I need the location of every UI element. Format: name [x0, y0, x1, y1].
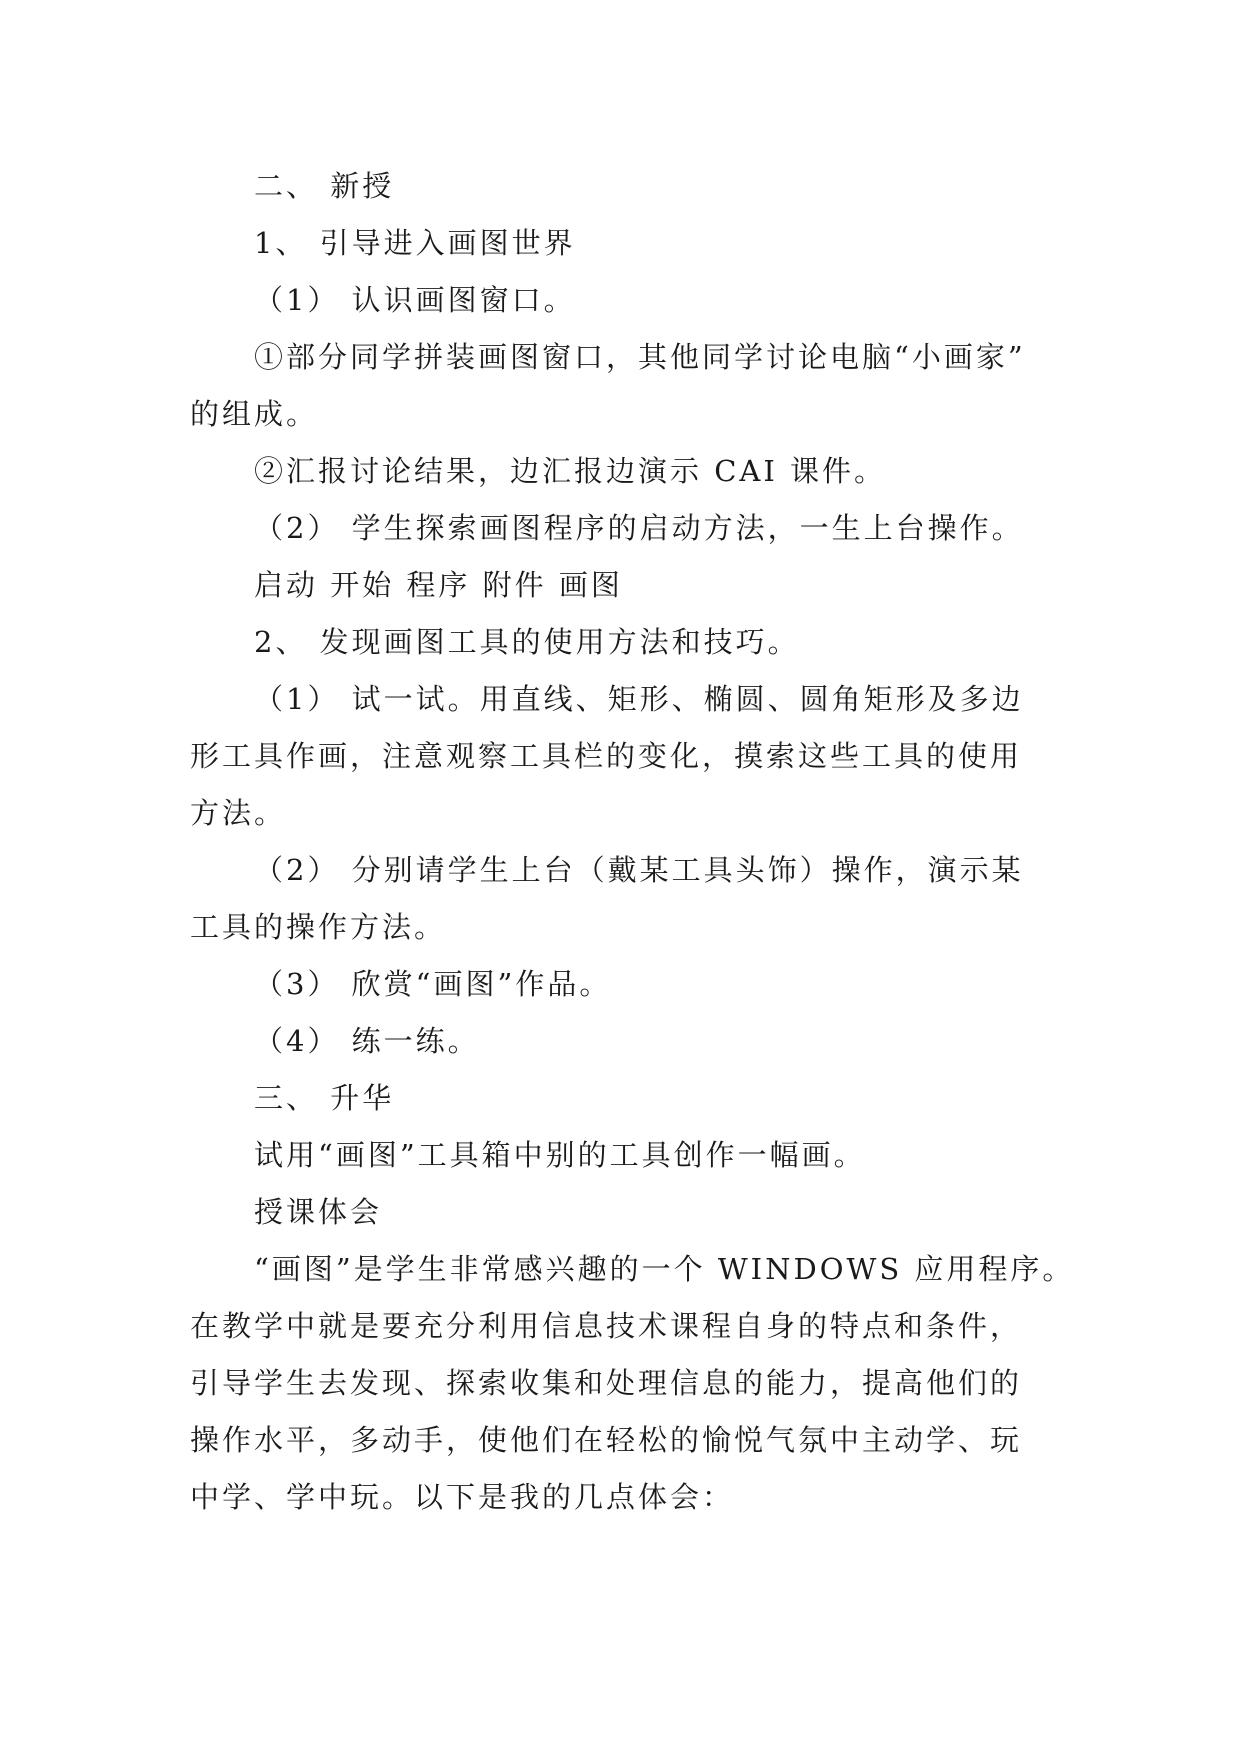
- subsection-heading-tools: 2、 发现画图工具的使用方法和技巧。: [254, 625, 800, 659]
- paragraph-line: 工具的操作方法。: [190, 910, 447, 944]
- subsection-heading-drawing-world: 1、 引导进入画图世界: [254, 226, 576, 260]
- item-launch-method: （2） 学生探索画图程序的启动方法，一生上台操作。: [254, 511, 1024, 545]
- paragraph-line: ①部分同学拼装画图窗口，其他同学讨论电脑“小画家”: [254, 340, 1026, 374]
- section-heading-new-lesson: 二、 新授: [254, 169, 395, 203]
- section-heading-sublimation: 三、 升华: [254, 1081, 395, 1115]
- paragraph-line: ②汇报讨论结果，边汇报边演示 CAI 课件。: [254, 454, 887, 488]
- paragraph-line: 操作水平，多动手，使他们在轻松的愉悦气氛中主动学、玩: [190, 1423, 1023, 1457]
- paragraph-line: （1） 试一试。用直线、矩形、椭圆、圆角矩形及多边: [254, 682, 1024, 716]
- item-know-window: （1） 认识画图窗口。: [254, 283, 576, 317]
- paragraph-line: 形工具作画，注意观察工具栏的变化，摸索这些工具的使用: [190, 739, 1023, 773]
- paragraph-line: 启动 开始 程序 附件 画图: [254, 568, 623, 602]
- item-practice: （4） 练一练。: [254, 1024, 480, 1058]
- paragraph-line: “画图”是学生非常感兴趣的一个 WINDOWS 应用程序。: [254, 1252, 1075, 1286]
- paragraph-line: 方法。: [190, 796, 287, 830]
- paragraph-line: 引导学生去发现、探索收集和处理信息的能力，提高他们的: [190, 1366, 1023, 1400]
- paragraph-line: 中学、学中玩。以下是我的几点体会：: [190, 1480, 735, 1514]
- paragraph-line: 的组成。: [190, 397, 319, 431]
- paragraph-line: 在教学中就是要充分利用信息技术课程自身的特点和条件，: [190, 1309, 1023, 1343]
- paragraph-line: （2） 分别请学生上台（戴某工具头饰）操作，演示某: [254, 853, 1024, 887]
- paragraph-line: 试用“画图”工具箱中别的工具创作一幅画。: [254, 1138, 866, 1172]
- section-heading-reflection: 授课体会: [254, 1195, 383, 1229]
- item-appreciate: （3） 欣赏“画图”作品。: [254, 967, 612, 1001]
